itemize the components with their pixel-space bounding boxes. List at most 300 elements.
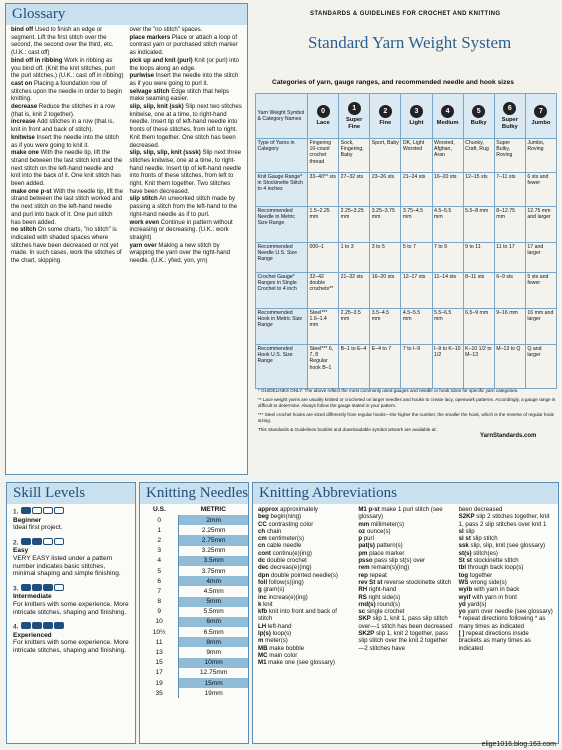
yarn-weight-row — [256, 273, 557, 309]
skill-level-description: For knitters with some experience. More intricate stitches, shaping and finishing. — [13, 600, 129, 616]
needle-size-row — [140, 647, 248, 657]
glossary-term: bind off — [11, 27, 34, 33]
glossary-col-2 — [130, 27, 243, 473]
yarn-weight-category — [463, 94, 494, 139]
yarn-cell: 6 sts and fewer — [525, 173, 556, 207]
yarn-ball-icon: 2 — [379, 105, 392, 118]
abbreviation-meaning: double crochet — [266, 557, 307, 565]
abbreviation-meaning: slip stitch — [472, 535, 498, 543]
skill-bar-segment — [54, 622, 64, 629]
abbreviation-meaning: slip 1, knit 1, pass slip stitch over—1 stitch has been decreased — [358, 615, 453, 630]
glossary-entry — [130, 150, 243, 196]
abbreviation-meaning: right side(s) — [368, 593, 401, 601]
yarn-cell: 5 to 7 — [401, 243, 432, 273]
abbreviation-key: dpn — [258, 571, 270, 579]
needle-size-row — [140, 515, 248, 525]
abbreviation-key: m — [258, 637, 264, 645]
needle-us-size: 15 — [140, 658, 179, 668]
needle-metric-size: 3.25mm — [201, 547, 226, 555]
abbreviation-entry — [459, 557, 553, 564]
abbreviation-entry — [258, 645, 352, 652]
abbreviation-meaning: increas(e)(ing) — [268, 593, 308, 601]
yarn-cell: 9 to 11 — [463, 243, 494, 273]
yarn-cell: 9–16 mm — [494, 309, 525, 345]
abbreviation-meaning: together — [469, 571, 493, 579]
glossary-entry — [130, 58, 243, 73]
yarn-weight-header-row — [256, 94, 557, 139]
glossary-definition: With the needle tip, lift the strand between the last stitch worked and the next stitch on the left-hand needle and purl into back of it. One purl stitch has been added. — [11, 188, 123, 226]
skill-bar-segment — [21, 538, 31, 545]
glossary-entry — [130, 243, 243, 266]
yarn-weight-name: Lace — [316, 120, 330, 127]
abbreviation-meaning: ounce(s) — [366, 527, 391, 535]
abbreviation-meaning: slip, slip, knit (see glossary) — [470, 542, 546, 550]
yarn-weight-category — [370, 94, 401, 139]
abbreviation-meaning: double pointed needle(s) — [270, 571, 338, 579]
skill-bar-segment — [21, 507, 31, 514]
yarn-cell: K–10 1/2 to M–13 — [463, 345, 494, 389]
abbreviation-entry — [258, 572, 352, 579]
glossary-definition: Reduce the stitches in a row (that is, knit 2 together). — [11, 104, 115, 118]
yarn-weight-category — [432, 94, 463, 139]
yarn-cell: 5 sts and fewer — [525, 273, 556, 309]
abbreviation-entry — [258, 528, 352, 535]
abbreviation-entry — [358, 572, 452, 579]
abbreviation-meaning: loop(s) — [272, 630, 292, 638]
abbreviation-meaning: slip 2 stitches together, knit 1, pass 2 slip stitches over knit 1 — [458, 513, 550, 528]
abbreviation-meaning: knit into front and back of stitch — [258, 608, 337, 623]
yarn-cell: 12.75 mm and larger — [525, 207, 556, 243]
needle-size-row — [140, 525, 248, 535]
needle-us-size: 11 — [140, 637, 179, 647]
abbreviation-entry — [358, 506, 452, 521]
glossary-entry — [11, 189, 124, 228]
abbreviation-meaning: make bobble — [269, 644, 305, 652]
abbreviation-key: M1 — [258, 659, 267, 667]
yarn-cell: 32–42 double crochets** — [308, 273, 339, 309]
needle-size-row — [140, 535, 248, 545]
needle-size-row — [140, 617, 248, 627]
abbreviation-meaning: approximately — [280, 506, 318, 513]
abbreviations-col-2 — [358, 506, 452, 667]
skill-bar-segment — [32, 622, 42, 629]
abbreviation-entry — [258, 564, 352, 571]
skill-bar-segment — [21, 584, 31, 591]
needle-size-row — [140, 546, 248, 556]
glossary-definition: With the needle tip, lift the strand between the last stitch knit and the next stitch on the left-hand needle and knit into the back of it. One knit stitch has been added. — [11, 150, 123, 188]
abbreviation-entry — [459, 535, 553, 542]
yarn-cell: 7–11 sts — [494, 173, 525, 207]
abbreviation-key: kfb — [258, 608, 268, 616]
abbreviation-key: SK2P — [358, 630, 375, 638]
skill-level-heading — [13, 507, 129, 517]
glossary-term: slip stitch — [129, 196, 158, 203]
abbreviation-key: sl st — [458, 535, 471, 543]
yarn-cell: 21–24 sts — [401, 173, 432, 207]
abbreviation-entry — [358, 557, 452, 564]
yarn-cell: Fingering 10-count crochet thread — [308, 139, 339, 173]
yarn-note: This Standards & Guidelines booklet and downloadable symbol artwork are available at: — [258, 427, 437, 432]
abbreviation-entry — [459, 586, 553, 593]
yarn-weight-category — [494, 94, 525, 139]
abbreviation-meaning: cable needle — [266, 542, 302, 550]
abbreviation-meaning: remain(s)(ing) — [371, 564, 410, 572]
abbreviation-entry — [459, 506, 553, 513]
abbreviation-entry — [258, 594, 352, 601]
abbreviation-meaning: gram(s) — [263, 586, 285, 594]
abbreviation-meaning: decreas(e)(ing) — [270, 564, 312, 572]
abbreviation-meaning: wrong side(s) — [470, 578, 507, 586]
abbreviation-key: ch — [258, 527, 266, 535]
yarn-cell: 8–11 sts — [463, 273, 494, 309]
abbreviations-col-3 — [459, 506, 553, 667]
glossary-term: slip, slip, knit (ssk) — [129, 104, 184, 111]
abbreviation-entry — [358, 586, 452, 593]
yarn-weight-row — [256, 243, 557, 273]
yarn-cell: Steel*** 1.6–1.4 mm — [308, 309, 339, 345]
yarn-standards-link[interactable]: YarnStandards.com — [480, 433, 537, 439]
glossary-definition: Work in ribbing as you bind off. (Knit the knit stitches, purl the purl stitches.) (U.K.: cast off in ribbing) — [11, 57, 124, 80]
glossary-col-1 — [11, 27, 124, 473]
knitting-needles-panel — [139, 482, 249, 744]
needle-us-size: 4 — [140, 556, 179, 566]
glossary-term: no stitch — [11, 227, 37, 234]
needle-us-size: 6 — [140, 576, 179, 586]
needle-size-row — [140, 668, 248, 678]
abbreviation-meaning: with yarn in back — [473, 586, 520, 594]
yarn-weight-category — [525, 94, 556, 139]
abbreviation-meaning: centimeter(s) — [268, 535, 305, 543]
skill-bar-segment — [32, 584, 42, 591]
yarn-cell: Sock, Fingering, Baby — [339, 139, 370, 173]
glossary-entry — [130, 89, 243, 104]
glossary-definition: Insert the needle into the stitch as if you were going to purl it. — [129, 73, 239, 87]
abbreviation-key: rnd(s) — [358, 600, 376, 608]
abbreviation-meaning: make one (see glossary) — [268, 659, 335, 667]
skill-level-bar — [21, 538, 65, 548]
needle-size-row — [140, 607, 248, 617]
yarn-weight-section — [250, 3, 559, 475]
yarn-cell: 4.5–5.5 mm — [401, 309, 432, 345]
abbreviation-meaning: right-hand — [368, 586, 397, 594]
glossary-term: bind off in ribbing — [11, 57, 63, 64]
glossary-definition: Slip next three stitches knitwise, one at a time, to right-hand needle. Insert tip of left-hand needle into fronts of these stitches, from left to right. Knit them together. Two stitches have been decreased. — [129, 150, 242, 195]
glossary-entry — [130, 27, 243, 35]
skill-level-description: Ideal first project. — [13, 524, 63, 532]
watermark: elige1016.blog.163.com — [481, 741, 556, 748]
skill-levels-title: Skill Levels — [7, 483, 135, 504]
abbreviation-meaning: stitch(es) — [473, 549, 498, 557]
abbreviation-meaning: repeat directions following * as many times as indicated — [458, 615, 546, 630]
abbreviation-key: lp(s) — [258, 630, 271, 638]
abbreviation-entry — [258, 521, 352, 528]
glossary-entry — [11, 150, 124, 189]
abbreviation-key: k — [258, 600, 262, 608]
needle-us-size: 19 — [140, 678, 179, 688]
yarn-notes — [258, 388, 556, 436]
abbreviation-entry — [459, 630, 553, 652]
glossary-entry — [11, 58, 124, 81]
yarn-ball-icon: 3 — [410, 105, 423, 118]
abbreviation-meaning: yard(s) — [467, 600, 487, 608]
glossary-definition: Placing a foundation row of stitches upon the needle in order to begin knitting. — [11, 80, 122, 103]
needle-metric-size: 12.75mm — [199, 669, 228, 677]
skill-level — [13, 584, 129, 616]
needle-metric-size: 4mm — [179, 576, 248, 586]
skill-level-bar — [21, 507, 65, 517]
yarn-row-label: Crochet Gauge* Ranges in Single Crochet to 4 inch — [256, 273, 308, 309]
abbreviation-meaning: repeat directions inside brackets as many times as indicated — [458, 630, 531, 652]
yarn-weight-title: Standard Yarn Weight System — [308, 33, 512, 52]
skill-bar-segment — [43, 622, 53, 629]
standards-header: STANDARDS & GUIDELINES FOR CROCHET AND KNITTING — [310, 11, 501, 17]
needle-size-table — [140, 504, 248, 698]
yarn-weight-category — [401, 94, 432, 139]
abbreviation-entry — [459, 550, 553, 557]
glossary-entry — [11, 81, 124, 104]
abbreviation-key: * — [458, 615, 462, 623]
abbreviation-key: inc — [258, 593, 267, 601]
skill-level-description: For knitters with some experience. More intricate stitches, shaping and finishing. — [13, 639, 129, 654]
yarn-cell: 6–9 sts — [494, 273, 525, 309]
needle-metric-size: 2.25mm — [201, 526, 226, 534]
abbreviation-entry — [358, 630, 452, 652]
yarn-cell: 1 to 3 — [339, 243, 370, 273]
abbreviation-key: sc — [358, 608, 366, 616]
needle-size-row — [140, 688, 248, 698]
yarn-row-label: Recommended Needle in Metric Size Range — [256, 207, 308, 243]
needle-metric-size: 10mm — [179, 658, 248, 668]
abbreviation-entry — [358, 528, 452, 535]
yarn-row-label: Recommended Needle U.S. Size Range — [256, 243, 308, 273]
glossary-entry — [130, 73, 243, 88]
yarn-cell: 27–32 sts — [339, 173, 370, 207]
glossary-definition: An unworked stitch made by passing a stitch from the left-hand to the right-hand needle as if to purl. — [129, 196, 238, 218]
glossary-definition: Continue in pattern without increasing or decreasing. (U.K.: work straight) — [129, 219, 233, 241]
yarn-weight-name: Jumbo — [531, 120, 551, 127]
abbreviation-key: cm — [258, 535, 267, 543]
glossary-definition: On some charts, "no stitch" is indicated with shaded spaces where stitches have been decreased or not yet made. In such cases, work the stitches of the chart, skipping — [11, 227, 122, 265]
abbreviation-key: st(s) — [458, 549, 472, 557]
yarn-cell: M–13 to Q — [494, 345, 525, 389]
skill-level-number: 1. — [13, 508, 19, 516]
abbreviation-entry — [258, 579, 352, 586]
abbreviation-entry — [358, 542, 452, 549]
abbreviation-entry — [358, 579, 452, 586]
abbreviation-meaning: repeat — [369, 571, 387, 579]
yarn-cell: 8–12.75 mm — [494, 207, 525, 243]
abbreviation-meaning: stockinette stitch — [473, 557, 519, 565]
abbreviation-entry — [358, 601, 452, 608]
abbreviation-meaning: meter(s) — [265, 637, 288, 645]
skill-bar-segment — [43, 507, 53, 514]
abbreviation-key: approx — [258, 506, 279, 513]
glossary-term: knitwise — [11, 134, 35, 141]
glossary-term: yarn over — [129, 242, 157, 249]
skill-level-name: Beginner — [13, 516, 42, 524]
yarn-cell: 3.5–4.5 mm — [370, 309, 401, 345]
yarn-weight-name: Super Bulky — [501, 117, 519, 130]
abbreviation-entry — [459, 528, 553, 535]
needle-size-row — [140, 576, 248, 586]
skill-level-name: Easy — [13, 547, 29, 555]
yarn-weight-row — [256, 139, 557, 173]
abbreviation-key: M1 p-st — [358, 506, 380, 513]
abbreviation-key: yo — [458, 608, 466, 616]
abbreviation-entry — [258, 506, 352, 513]
yarn-cell: 7 to 9 — [432, 243, 463, 273]
yarn-cell: 3.75–4.5 mm — [401, 207, 432, 243]
glossary-entry — [11, 227, 124, 266]
skill-level — [13, 507, 129, 532]
abbreviation-key: dec — [258, 564, 269, 572]
abbreviation-meaning: millimeter(s) — [370, 520, 405, 528]
abbreviation-meaning: continu(e)(ing) — [272, 549, 312, 557]
yarn-weight-name: Fine — [379, 120, 392, 127]
abbreviation-meaning: main color — [269, 651, 298, 659]
glossary-panel — [5, 3, 248, 475]
abbreviation-entry — [459, 542, 553, 549]
yarn-cell: 21–32 sts — [339, 273, 370, 309]
abbreviation-key: pat(s) — [358, 542, 375, 550]
yarn-cell: 4.5–5.5 mm — [432, 207, 463, 243]
abbreviation-meaning: make 1 purl stitch (see glossary) — [358, 506, 443, 521]
yarn-cell: Super Bulky, Roving — [494, 139, 525, 173]
needle-us-size: 9 — [140, 607, 179, 617]
yarn-ball-icon: 1 — [348, 102, 361, 115]
abbreviation-meaning: begin(ning) — [270, 513, 302, 521]
skill-bar-segment — [32, 507, 42, 514]
abbreviations-col-1 — [258, 506, 352, 667]
abbreviation-meaning: yarn over needle (see glossary) — [467, 608, 553, 616]
yarn-row-label: Type of Yarns in Category — [256, 139, 308, 173]
knitting-needles-title: Knitting Needles — [140, 483, 248, 504]
needle-size-row — [140, 627, 248, 637]
yarn-cell: Steel*** 6, 7, 8 Regular hook B–1 — [308, 345, 339, 389]
abbreviation-key: CC — [258, 520, 267, 528]
yarn-weight-table — [255, 93, 557, 389]
abbreviation-key: beg — [258, 513, 269, 521]
abbreviation-key: [ ] — [458, 630, 465, 638]
abbreviation-key: RH — [358, 586, 368, 594]
yarn-weight-name: Medium — [436, 120, 459, 127]
abbreviation-meaning: left-hand — [267, 622, 292, 630]
abbreviation-entry — [258, 513, 352, 520]
yarn-weight-category — [308, 94, 339, 139]
needle-us-size: 0 — [140, 515, 179, 525]
glossary-definition: Making a new stitch by wrapping the yarn over the right-hand needle. (U.K.: yfwd, yon, yrn) — [129, 242, 231, 265]
needle-us-size: 10 — [140, 617, 179, 627]
glossary-term: purlwise — [129, 73, 155, 80]
abbreviation-key: rem — [358, 564, 370, 572]
yarn-ball-icon: 7 — [534, 105, 547, 118]
glossary-term: selvage stitch — [129, 88, 170, 95]
abbreviation-key: pm — [358, 549, 368, 557]
yarn-cell: 16–20 sts — [370, 273, 401, 309]
abbreviation-key: LH — [258, 622, 267, 630]
glossary-entry — [130, 196, 243, 219]
abbreviation-key: SKP — [358, 615, 371, 623]
skill-level-heading — [13, 584, 129, 594]
abbreviation-entry — [358, 535, 452, 542]
abbreviation-key: MB — [258, 644, 268, 652]
glossary-term: work even — [129, 219, 160, 226]
needle-metric-size: 8mm — [179, 637, 248, 647]
abbreviation-entry — [459, 608, 553, 615]
yarn-cell: B–1 to E–4 — [339, 345, 370, 389]
needle-metric-size: 5mm — [179, 597, 248, 607]
skill-level-bar — [21, 622, 65, 632]
abbreviation-entry — [258, 652, 352, 659]
abbreviation-entry — [459, 579, 553, 586]
yarn-row-label: Recommended Hook U.S. Size Range — [256, 345, 308, 389]
abbreviation-key: yd — [458, 600, 466, 608]
yarn-ball-icon: 0 — [317, 105, 330, 118]
abbreviation-entry — [258, 550, 352, 557]
glossary-term: place markers — [129, 34, 171, 41]
yarn-cell: E–4 to 7 — [370, 345, 401, 389]
glossary-entry — [130, 220, 243, 243]
needle-metric-size: 9mm — [206, 649, 221, 657]
abbreviation-entry — [358, 608, 452, 615]
abbreviation-entry — [258, 557, 352, 564]
glossary-term: pick up and knit (purl) — [129, 57, 193, 64]
glossary-term: slip, slip, slip, knit (sssk) — [129, 150, 201, 157]
yarn-cell: 2.25–3.5 mm — [339, 309, 370, 345]
abbreviation-entry — [358, 594, 452, 601]
yarn-weight-row — [256, 207, 557, 243]
yarn-note: ** Lace weight yarns are usually knitted or crocheted on larger needles and hooks to create lacy, openwork patterns. Accordingly, a gauge range is difficult to determine. Always follow the gauge stated in your pattern. — [258, 397, 556, 408]
abbreviation-entry — [258, 608, 352, 623]
needle-size-row — [140, 597, 248, 607]
glossary-definition: Place or attach a loop of contrast yarn or purchased stitch marker as indicated. — [129, 34, 238, 57]
abbreviation-entry — [258, 535, 352, 542]
needle-metric-size: 4.5mm — [203, 587, 224, 595]
needle-us-size: 7 — [140, 586, 179, 596]
abbreviation-key: foll — [258, 578, 268, 586]
glossary-definition: over the "no stitch" spaces. — [129, 27, 203, 33]
skill-level-heading — [13, 538, 129, 548]
needle-metric-size: 6.5mm — [203, 628, 224, 636]
yarn-cell: 7 to I–9 — [401, 345, 432, 389]
skill-level-number: 2. — [13, 539, 19, 547]
abbreviations-title: Knitting Abbreviations — [253, 483, 558, 504]
yarn-weight-corner-label: Yarn Weight Symbol & Category Names — [256, 94, 308, 139]
glossary-title: Glossary — [6, 4, 247, 25]
glossary-definition: Insert the needle into the stitch as if you were going to knit it. — [11, 134, 119, 149]
needle-us-size: 35 — [140, 688, 179, 698]
yarn-ball-icon: 4 — [441, 105, 454, 118]
abbreviation-meaning: pattern(s) — [376, 542, 403, 550]
abbreviation-meaning: round(s) — [377, 600, 400, 608]
abbreviation-key: oz — [358, 527, 366, 535]
abbreviation-key: g — [258, 586, 262, 594]
yarn-cell: 33–40** sts — [308, 173, 339, 207]
abbreviations-panel — [252, 482, 559, 744]
yarn-cell: Chunky, Craft, Rug — [463, 139, 494, 173]
yarn-weight-row — [256, 173, 557, 207]
abbreviation-key: S2KP — [458, 513, 475, 521]
abbreviation-meaning: purl — [363, 535, 374, 543]
yarn-cell: 16 mm and larger — [525, 309, 556, 345]
yarn-cell: 16–20 sts — [432, 173, 463, 207]
abbreviation-meaning: chain — [266, 527, 282, 535]
yarn-row-label: Knit Gauge Range* in Stockinette Stitch to 4 inches — [256, 173, 308, 207]
yarn-cell: 17 and larger — [525, 243, 556, 273]
needle-us-size: 1 — [140, 525, 179, 535]
yarn-row-label: Recommended Hook in Metric Size Range — [256, 309, 308, 345]
yarn-weight-name: Light — [409, 120, 424, 127]
